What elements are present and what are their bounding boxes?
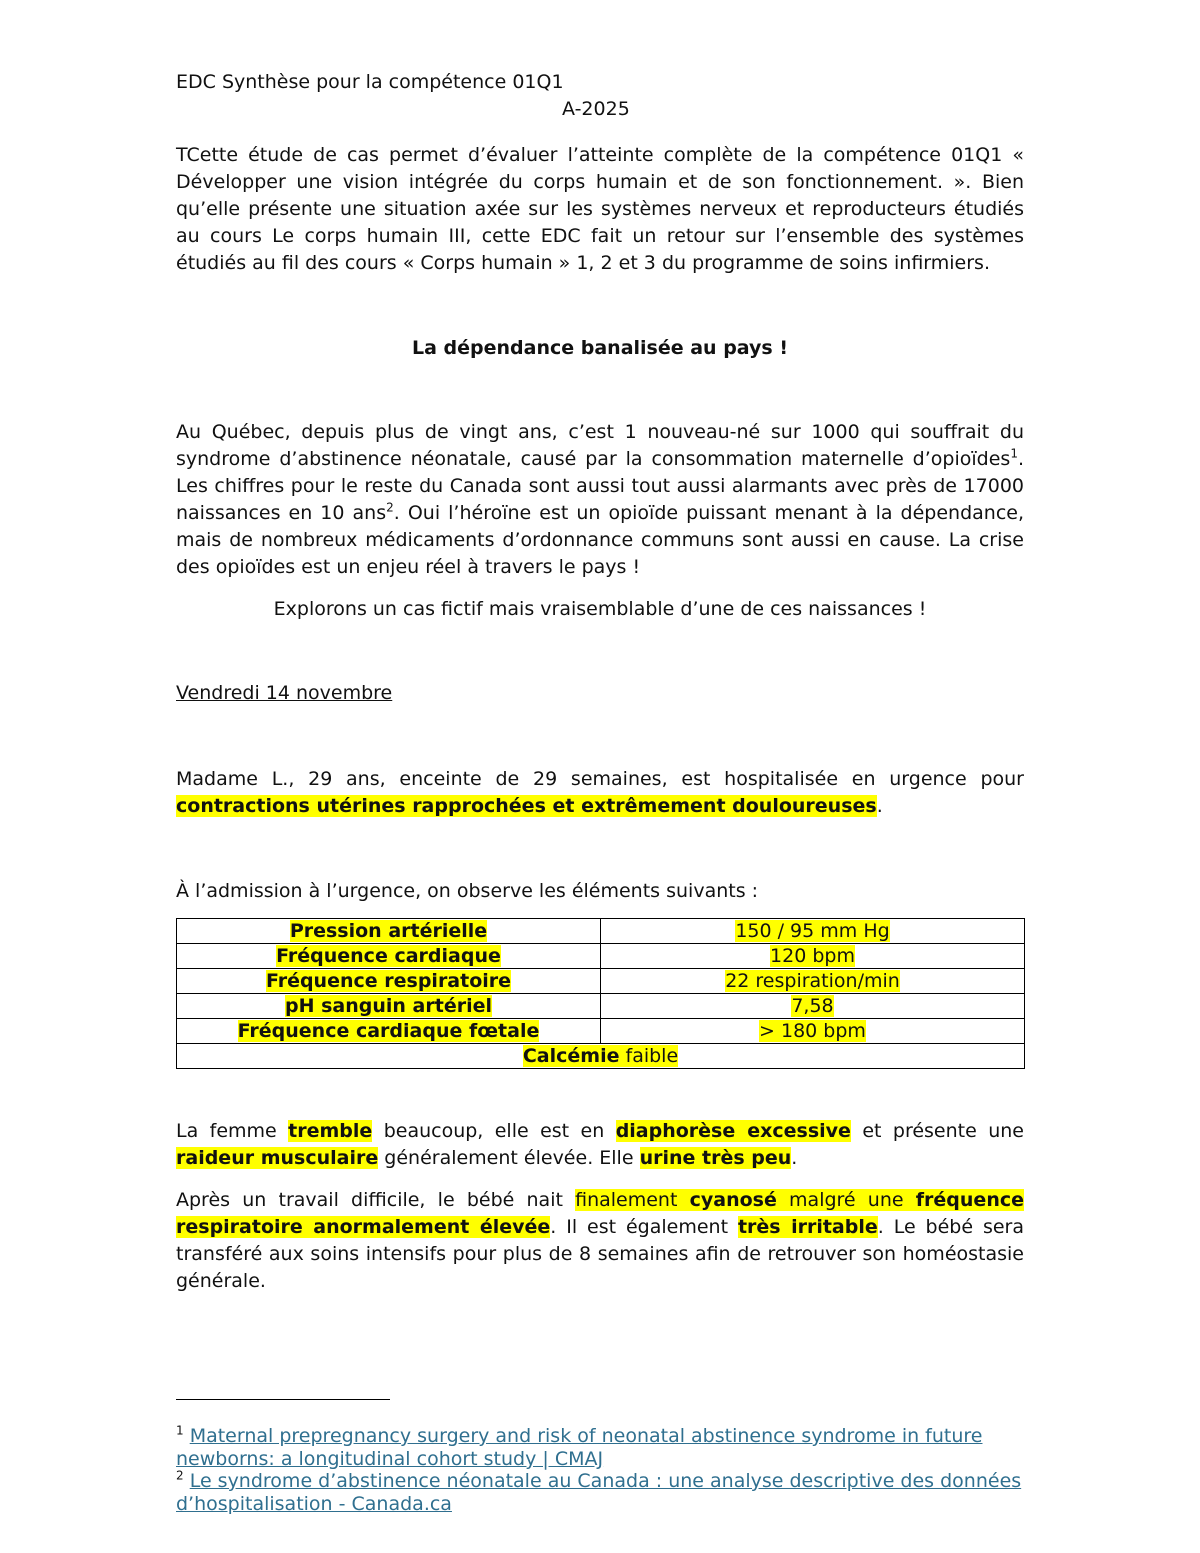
footnote-link-2[interactable]: Le syndrome d’abstinence néonatale au Canada : une analyse descriptive des données d’hospitalisation - Canada.ca — [176, 1470, 1022, 1515]
highlight-diaphorese: diaphorèse excessive — [615, 1120, 851, 1142]
vital-label: Fréquence cardiaque — [276, 945, 501, 967]
vital-label: Fréquence respiratoire — [265, 970, 512, 992]
footnote-separator — [176, 1399, 390, 1400]
admission-paragraph: Madame L., 29 ans, enceinte de 29 semaines, est hospitalisée en urgence pour contractions utérines rapprochées et extrêmement douloureuses. — [176, 768, 1024, 817]
vital-value: > 180 bpm — [759, 1020, 866, 1042]
table-row — [177, 969, 1025, 994]
table-row — [177, 919, 1025, 944]
highlight-urine: urine très peu — [639, 1147, 792, 1169]
case-title: La dépendance banalisée au pays ! — [411, 337, 789, 359]
highlight-contractions: contractions utérines rapprochées et extrêmement douloureuses — [176, 795, 877, 817]
highlight-cyanose: cyanosé — [689, 1189, 777, 1211]
calcemia-cell: Calcémie faible — [522, 1045, 679, 1067]
highlight-tremble: tremble — [288, 1120, 373, 1142]
footnote-ref-1[interactable]: 1 — [1010, 446, 1018, 461]
footnote-1 — [176, 1425, 1024, 1471]
table-row — [177, 1044, 1025, 1069]
footnote-ref-2[interactable]: 2 — [386, 500, 394, 515]
highlight-frequence-respiratoire: fréquence respiratoire anormalement élevée — [176, 1189, 1024, 1238]
highlight-raideur: raideur musculaire — [176, 1147, 379, 1169]
vital-value: 150 / 95 mm Hg — [735, 920, 890, 942]
footnote-link-1[interactable]: Maternal prepregnancy surgery and risk of neonatal abstinence syndrome in future newborns: a longitudinal cohort study | CMAJ — [176, 1425, 983, 1470]
observe-intro: À l’admission à l’urgence, on observe les éléments suivants : — [176, 880, 759, 902]
footnote-2 — [176, 1470, 1024, 1516]
highlight-irritable: très irritable — [737, 1216, 878, 1238]
vital-label: Fréquence cardiaque fœtale — [237, 1020, 540, 1042]
vitals-table — [176, 918, 1025, 1069]
document-term: A-2025 — [562, 98, 630, 120]
document-title: EDC Synthèse pour la compétence 01Q1 — [176, 71, 564, 93]
case-date: Vendredi 14 novembre — [176, 682, 393, 704]
vital-value: 120 bpm — [770, 945, 855, 967]
symptoms-paragraph: La femme tremble beaucoup, elle est en diaphorèse excessive et présente une raideur musculaire généralement élevée. Elle urine très peu. — [176, 1120, 1024, 1169]
vital-value: 22 respiration/min — [725, 970, 900, 992]
table-row — [177, 994, 1025, 1019]
footnote-number: 1 — [176, 1423, 184, 1438]
vital-value: 7,58 — [791, 995, 834, 1017]
vital-label: pH sanguin artériel — [285, 995, 492, 1017]
explore-line: Explorons un cas fictif mais vraisemblable d’une de ces naissances ! — [273, 598, 927, 620]
context-paragraph: Au Québec, depuis plus de vingt ans, c’est 1 nouveau-né sur 1000 qui souffrait du syndrome d’abstinence néonatale, causé par la consommation maternelle d’opioïdes$^1$. Les chiffres pour le reste du Canada sont aussi tout aussi alarmants avec près de 17000 naissances en 10 ans$^2$. Oui l’héroïne est un opioïde puissant menant à la dépendance, mais de nombreux médicaments d’ordonnance communs sont aussi en cause. La crise des opioïdes est un enjeu réel à travers le pays ! — [176, 421, 1025, 578]
footnote-number: 2 — [176, 1468, 184, 1483]
intro-paragraph: TCette étude de cas permet d’évaluer l’atteinte complète de la compétence 01Q1 « Développer une vision intégrée du corps humain et de son fonctionnement. ». Bien qu’elle présente une situation axée sur les systèmes nerveux et reproducteurs étudiés au cours Le corps humain III, cette EDC fait un retour sur l’ensemble des systèmes étudiés au fil des cours « Corps humain » 1, 2 et 3 du programme de soins infirmiers. — [176, 144, 1024, 274]
vital-label: Pression artérielle — [289, 920, 488, 942]
table-row — [177, 944, 1025, 969]
table-row — [177, 1019, 1025, 1044]
birth-paragraph: Après un travail difficile, le bébé nait finalement cyanosé malgré une fréquence respiratoire anormalement élevée. Il est également très irritable. Le bébé sera transféré aux soins intensifs pour plus de 8 semaines afin de retrouver son homéostasie générale. — [176, 1189, 1025, 1292]
